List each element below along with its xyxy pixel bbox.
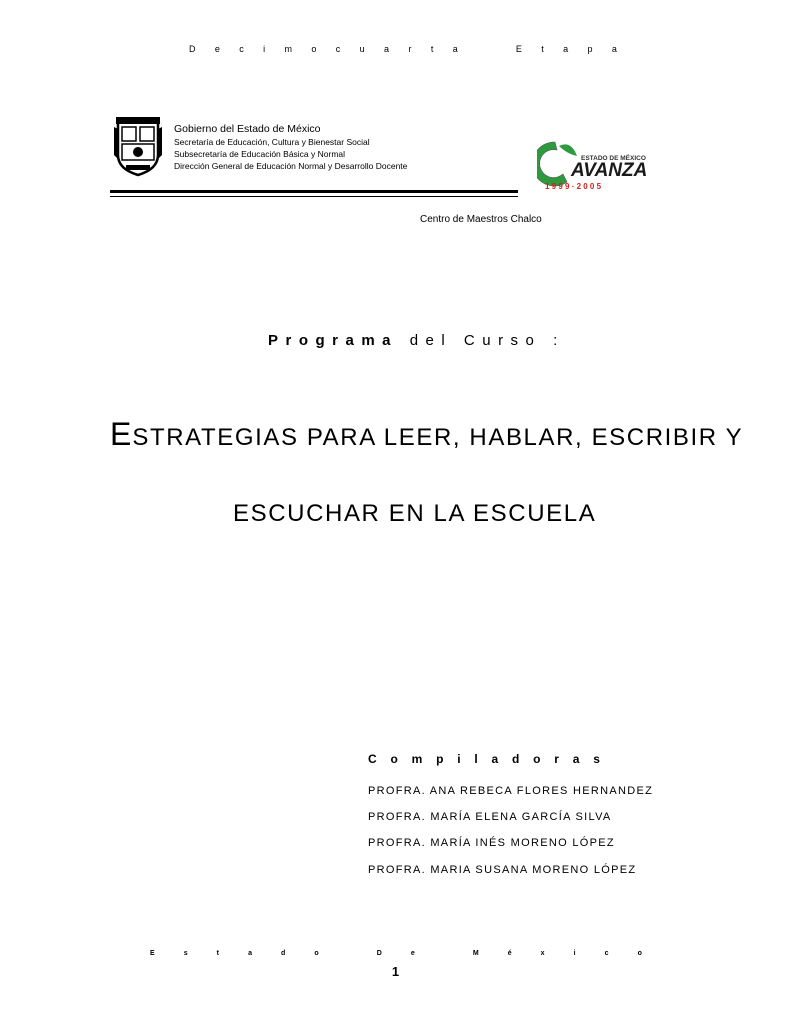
government-title: Gobierno del Estado de México — [174, 123, 321, 135]
footer-letter: s — [183, 950, 188, 957]
logo-top-text: ESTADO DE MÉXICO — [581, 155, 646, 162]
program-label — [268, 332, 565, 349]
logo-years: 1 9 9 9 · 2 0 0 5 — [545, 182, 602, 191]
course-title-line-1 — [110, 416, 743, 453]
government-line: Subsecretaría de Educación Básica y Normal — [174, 149, 346, 159]
header-letter: D — [189, 44, 196, 54]
author-name: PROFRA. ANA REBECA FLORES HERNANDEZ — [368, 785, 654, 797]
footer-letter: a — [248, 950, 252, 957]
compilers-letter: C — [368, 752, 377, 766]
center-name: Centro de Maestros Chalco — [420, 214, 542, 225]
compilers-letter: o — [533, 752, 541, 766]
header-letter: u — [359, 44, 365, 54]
compilers-letter: d — [511, 752, 520, 766]
title-drop-cap: E — [110, 416, 133, 452]
coat-of-arms-icon — [112, 115, 164, 177]
footer-letter: M — [472, 950, 479, 957]
header-letter: p — [587, 44, 593, 54]
compilers-letter: o — [390, 752, 398, 766]
program-label-rest: del Curso : — [409, 332, 565, 349]
footer-letter: é — [507, 950, 512, 957]
compilers-letter: a — [491, 752, 499, 766]
government-block — [174, 123, 407, 172]
compilers-letter: i — [457, 752, 461, 766]
logo-brand: AVANZA — [571, 160, 648, 181]
header-letter: c — [239, 44, 244, 54]
header-letter: m — [284, 44, 293, 54]
course-title-line-2: ESCUCHAR EN LA ESCUELA — [233, 500, 597, 527]
header-letter: t — [541, 44, 544, 54]
header-rule-thin — [110, 196, 518, 197]
running-header — [189, 44, 617, 54]
footer-letter: E — [150, 950, 155, 957]
header-letter: t — [430, 44, 434, 54]
footer-letter: c — [604, 950, 609, 957]
page-number: 1 — [391, 964, 400, 979]
footer-letter: o — [314, 950, 319, 957]
compilers-heading — [368, 752, 600, 766]
header-letter: a — [384, 44, 390, 54]
header-letter: c — [335, 44, 341, 54]
compilers-letter: m — [411, 752, 423, 766]
government-line: Dirección General de Educación Normal y Desarrollo Docente — [174, 161, 408, 171]
compilers-letter: s — [593, 752, 600, 766]
footer-letter: x — [540, 950, 545, 957]
header-letter: i — [263, 44, 266, 54]
footer-letter: d — [281, 950, 286, 957]
header-letter: o — [311, 44, 317, 54]
government-line: Secretaría de Educación, Cultura y Bienestar Social — [174, 137, 370, 147]
running-footer — [150, 950, 642, 957]
footer-letter: o — [637, 950, 642, 957]
footer-letter: i — [573, 950, 576, 957]
footer-letter: D — [376, 950, 382, 957]
header-letter: a — [611, 44, 617, 54]
header-letter: e — [214, 44, 220, 54]
compilers-letter: r — [554, 752, 559, 766]
footer-letter: e — [410, 950, 415, 957]
title-line-1-text: STRATEGIAS PARA LEER, HABLAR, ESCRIBIR Y — [132, 424, 744, 451]
header-letter: a — [563, 44, 569, 54]
avanza-logo — [537, 136, 653, 196]
footer-letter: t — [216, 950, 220, 957]
compilers-letter: a — [572, 752, 580, 766]
compilers-letter: p — [436, 752, 444, 766]
header-letter: r — [408, 44, 412, 54]
author-name: PROFRA. MARIA SUSANA MORENO LÓPEZ — [368, 864, 637, 876]
author-name: PROFRA. MARÍA ELENA GARCÍA SILVA — [368, 811, 612, 823]
header-rule — [110, 190, 518, 193]
author-name: PROFRA. MARÍA INÉS MORENO LÓPEZ — [368, 837, 615, 849]
header-letter: E — [515, 44, 522, 54]
compilers-letter: l — [474, 752, 478, 766]
header-letter: a — [452, 44, 458, 54]
program-label-bold: Programa — [268, 332, 399, 349]
